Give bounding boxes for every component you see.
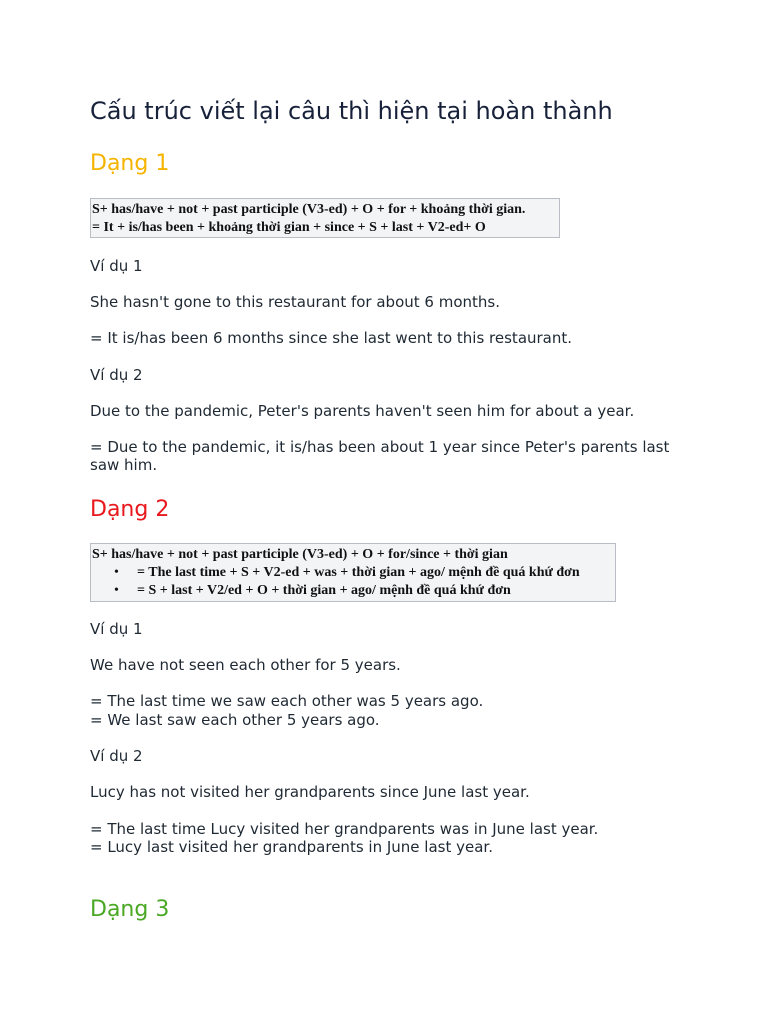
dang1-heading: Dạng 1 [90,151,170,176]
dang1-example2-sentence: Due to the pandemic, Peter's parents haven't seen him for about a year. [90,402,635,420]
dang2-example2-label: Ví dụ 2 [90,747,143,765]
dang1-formula-line-2: = It + is/has been + khoảng thời gian + since + S + last + V2-ed+ O [92,220,486,235]
dang3-heading: Dạng 3 [90,897,170,922]
dang1-example1-sentence: She hasn't gone to this restaurant for about 6 months. [90,293,500,311]
dang2-formula-box [90,543,616,602]
dang2-formula-bullet-2: • = S + last + V2/ed + O + thời gian + ago/ mệnh đề quá khứ đơn [92,582,614,600]
dang1-example1-rewrite: = It is/has been 6 months since she last went to this restaurant. [90,329,573,347]
dang1-example2-rewrite-line2: saw him. [90,456,158,474]
dang2-formula-bullet-1: • = The last time + S + V2-ed + was + thời gian + ago/ mệnh đề quá khứ đơn [92,564,614,582]
dang1-example1-label: Ví dụ 1 [90,257,143,275]
dang1-formula-box [90,198,560,238]
dang2-example1-label: Ví dụ 1 [90,620,143,638]
dang2-example1-rewrite2: = We last saw each other 5 years ago. [90,711,380,729]
page-title: Cấu trúc viết lại câu thì hiện tại hoàn thành [90,97,613,125]
dang1-example2-label: Ví dụ 2 [90,366,143,384]
dang2-example2-rewrite1: = The last time Lucy visited her grandparents was in June last year. [90,820,599,838]
dang2-formula-head: S+ has/have + not + past participle (V3-ed) + O + for/since + thời gian [92,547,508,562]
dang2-example1-sentence: We have not seen each other for 5 years. [90,656,401,674]
dang1-example2-rewrite-line1: = Due to the pandemic, it is/has been about 1 year since Peter's parents last [90,438,670,456]
dang2-heading: Dạng 2 [90,497,170,522]
dang2-example1-rewrite1: = The last time we saw each other was 5 years ago. [90,692,484,710]
dang2-example2-sentence: Lucy has not visited her grandparents since June last year. [90,783,530,801]
dang2-example2-rewrite2: = Lucy last visited her grandparents in June last year. [90,838,493,856]
dang1-formula-line-1: S+ has/have + not + past participle (V3-ed) + O + for + khoảng thời gian. [92,202,526,217]
